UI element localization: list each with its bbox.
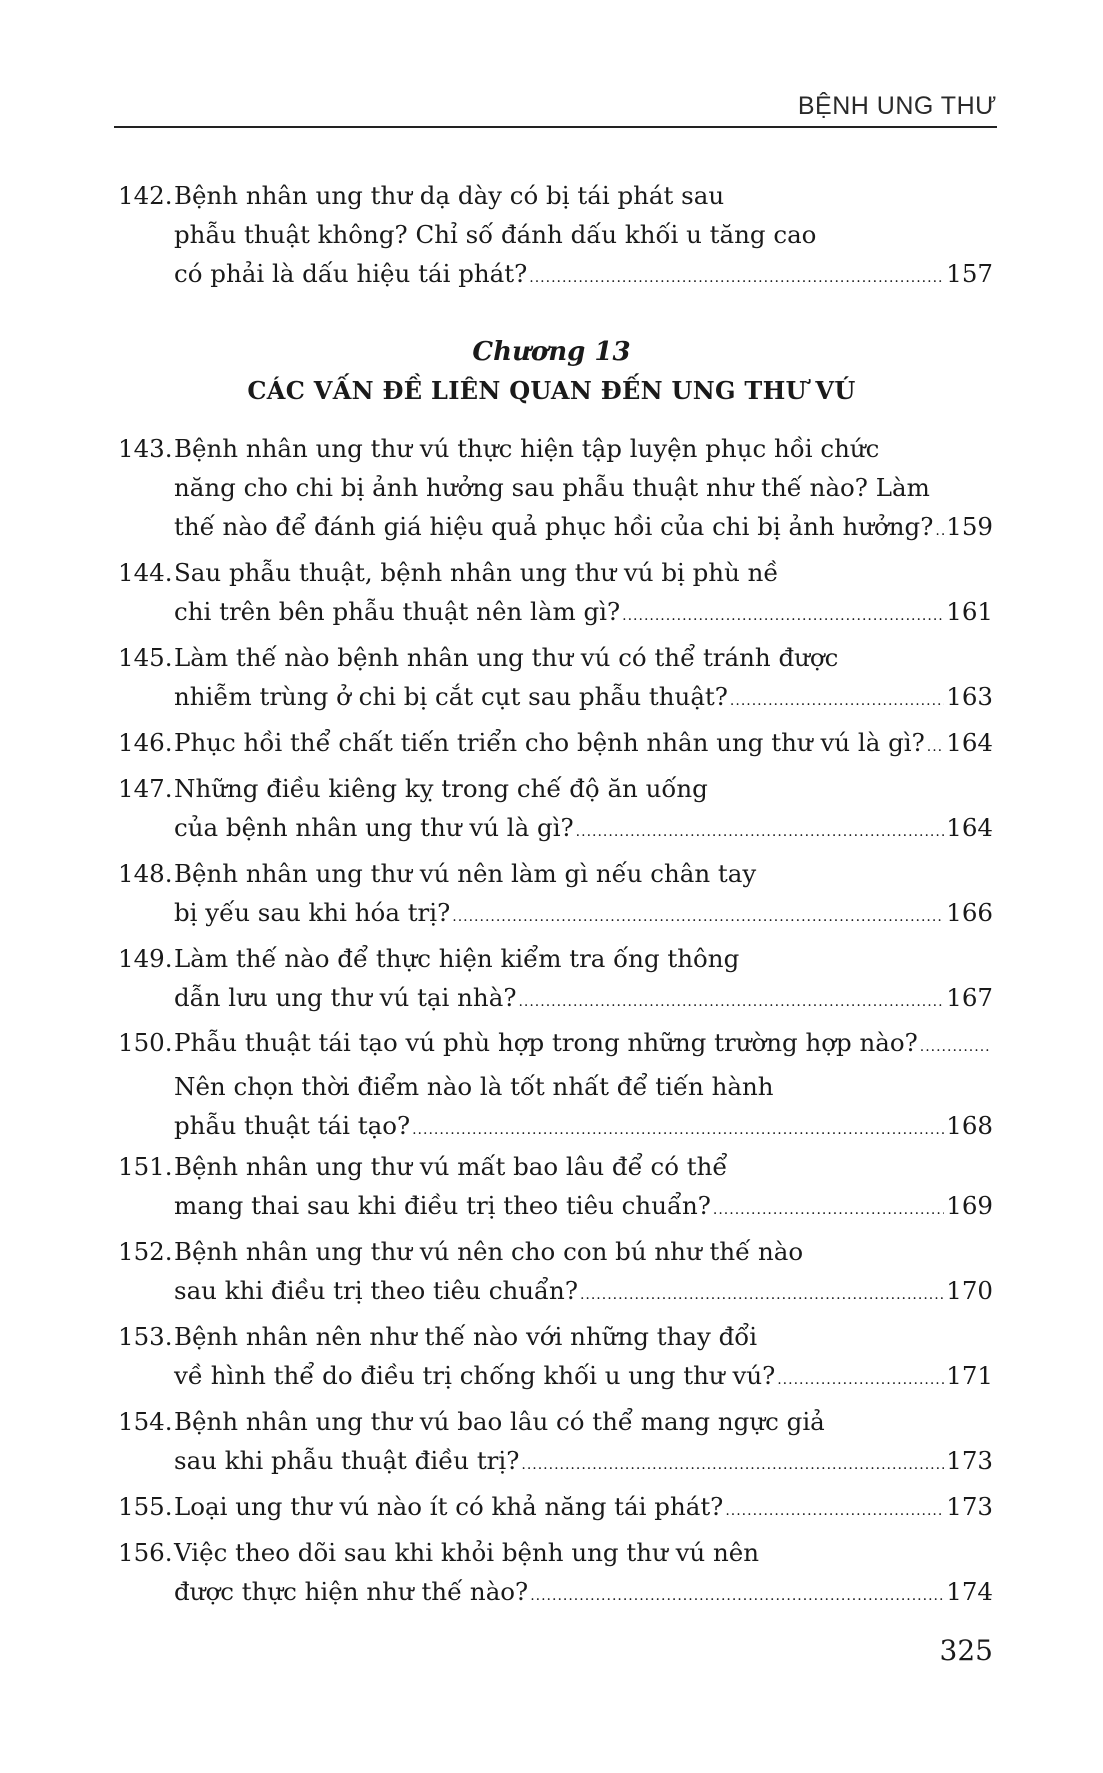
entry-number: 153.: [118, 1322, 173, 1351]
entry-text-line: bị yếu sau khi hóa trị?: [174, 898, 451, 927]
toc-entry-154[interactable]: [118, 1402, 993, 1485]
dot-leader: [518, 983, 944, 1022]
entry-text-line: thế nào để đánh giá hiệu quả phục hồi của chi bị ảnh hưởng?: [174, 512, 934, 541]
dot-leader: [927, 728, 944, 767]
entry-page-number: 168: [946, 1111, 993, 1140]
entry-text-line: chi trên bên phẫu thuật nên làm gì?: [174, 597, 621, 626]
dot-leader: [412, 1111, 944, 1150]
entry-text-line: năng cho chi bị ảnh hưởng sau phẫu thuật như thế nào? Làm: [174, 473, 930, 502]
entry-text-line: sau khi phẫu thuật điều trị?: [174, 1446, 520, 1475]
toc-entry-149[interactable]: [118, 939, 993, 1022]
entry-text-line: dẫn lưu ung thư vú tại nhà?: [174, 983, 517, 1012]
entry-number: 146.: [118, 728, 173, 757]
header-rule: [114, 126, 997, 128]
entry-text-line: Việc theo dõi sau khi khỏi bệnh ung thư vú nên: [174, 1538, 760, 1567]
entry-text-line: Bệnh nhân ung thư vú thực hiện tập luyện phục hồi chức: [174, 434, 880, 463]
entry-text-line: nhiễm trùng ở chi bị cắt cụt sau phẫu thuật?: [174, 682, 728, 711]
toc-entry-152[interactable]: [118, 1232, 993, 1315]
entry-text-line: Bệnh nhân ung thư dạ dày có bị tái phát sau: [174, 181, 725, 210]
entry-text-line: về hình thể do điều trị chống khối u ung thư vú?: [174, 1361, 776, 1390]
entry-text-line: Bệnh nhân ung thư vú mất bao lâu để có thể: [174, 1152, 728, 1181]
entry-page-number: 157: [946, 259, 993, 288]
toc-entry-142[interactable]: [118, 176, 993, 298]
entry-number: 155.: [118, 1492, 173, 1521]
entry-text-line: Loại ung thư vú nào ít có khả năng tái phát?: [174, 1492, 724, 1521]
entry-text-line: Bệnh nhân ung thư vú nên cho con bú như thế nào: [174, 1237, 804, 1266]
entry-text-line: Bệnh nhân nên như thế nào với những thay đổi: [174, 1322, 758, 1351]
running-header: BỆNH UNG THƯ: [797, 92, 997, 120]
entry-text-line: Làm thế nào bệnh nhân ung thư vú có thể tránh được: [174, 643, 839, 672]
entry-number: 154.: [118, 1407, 173, 1436]
entry-text-line: có phải là dấu hiệu tái phát?: [174, 259, 528, 288]
chapter-title: CÁC VẤN ĐỀ LIÊN QUAN ĐẾN UNG THƯ VÚ: [247, 376, 856, 405]
entry-text-line: phẫu thuật tái tạo?: [174, 1111, 411, 1140]
entry-number: 152.: [118, 1237, 173, 1266]
dot-leader: [452, 898, 944, 937]
entry-page-number: 159: [946, 512, 993, 541]
dot-leader: [713, 1191, 944, 1230]
entry-number: 143.: [118, 434, 173, 463]
chapter-number: Chương 13: [472, 337, 631, 367]
dot-leader: [777, 1361, 944, 1400]
entry-text-line: Nên chọn thời điểm nào là tốt nhất để tiến hành: [174, 1072, 774, 1101]
entry-number: 148.: [118, 859, 173, 888]
entry-page-number: 173: [946, 1492, 993, 1521]
entry-page-number: 174: [946, 1577, 993, 1606]
dot-leader: [622, 597, 944, 636]
entry-text-line: sau khi điều trị theo tiêu chuẩn?: [174, 1276, 578, 1305]
entry-number: 151.: [118, 1152, 173, 1181]
entry-text-line: Những điều kiêng kỵ trong chế độ ăn uống: [174, 774, 708, 803]
entry-number: 156.: [118, 1538, 173, 1567]
dot-leader: [935, 512, 944, 551]
entry-text-line: phẫu thuật không? Chỉ số đánh dấu khối u tăng cao: [174, 220, 817, 249]
toc-entry-155[interactable]: [118, 1487, 993, 1531]
entry-text-line: Phục hồi thể chất tiến triển cho bệnh nhân ung thư vú là gì?: [174, 728, 925, 757]
toc-entry-146[interactable]: [118, 723, 993, 767]
entry-page-number: 166: [946, 898, 993, 927]
entry-page-number: 161: [946, 597, 993, 626]
entry-text-line: Bệnh nhân ung thư vú bao lâu có thể mang ngực giả: [174, 1407, 825, 1436]
dot-leader: [529, 259, 944, 298]
dot-leader: [530, 1577, 944, 1616]
entry-number: 144.: [118, 558, 173, 587]
entry-text-line: của bệnh nhân ung thư vú là gì?: [174, 813, 574, 842]
entry-page-number: 173: [946, 1446, 993, 1475]
toc-entry-156[interactable]: [118, 1533, 993, 1616]
toc-entry-153[interactable]: [118, 1317, 993, 1400]
entry-page-number: 163: [946, 682, 993, 711]
entry-number: 142.: [118, 181, 173, 210]
entry-text-line: mang thai sau khi điều trị theo tiêu chuẩn?: [174, 1191, 711, 1220]
entry-text-line: Bệnh nhân ung thư vú nên làm gì nếu chân tay: [174, 859, 757, 888]
toc-entry-143[interactable]: [118, 429, 993, 551]
entry-text-line: Làm thế nào để thực hiện kiểm tra ống thông: [174, 944, 740, 973]
toc-entry-150[interactable]: [118, 1023, 993, 1150]
entry-page-number: 169: [946, 1191, 993, 1220]
entry-number: 147.: [118, 774, 173, 803]
page-number: 325: [939, 1634, 993, 1667]
dot-leader: [725, 1492, 944, 1531]
entry-number: 150.: [118, 1028, 173, 1057]
entry-text-line: được thực hiện như thế nào?: [174, 1577, 529, 1606]
toc-entry-144[interactable]: [118, 553, 993, 636]
toc-entry-151[interactable]: [118, 1147, 993, 1230]
entry-text-line: Sau phẫu thuật, bệnh nhân ung thư vú bị phù nề: [174, 558, 779, 587]
dot-leader: [920, 1028, 991, 1067]
entry-page-number: 164: [946, 728, 993, 757]
toc-entry-147[interactable]: [118, 769, 993, 852]
entry-page-number: 167: [946, 983, 993, 1012]
dot-leader: [580, 1276, 944, 1315]
toc-entry-145[interactable]: [118, 638, 993, 721]
entry-page-number: 164: [946, 813, 993, 842]
entry-page-number: 170: [946, 1276, 993, 1305]
entry-number: 145.: [118, 643, 173, 672]
entry-number: 149.: [118, 944, 173, 973]
dot-leader: [521, 1446, 944, 1485]
entry-page-number: 171: [946, 1361, 993, 1390]
toc-entry-148[interactable]: [118, 854, 993, 937]
entry-text-line: Phẫu thuật tái tạo vú phù hợp trong những trường hợp nào?: [174, 1028, 918, 1057]
dot-leader: [576, 813, 945, 852]
dot-leader: [730, 682, 944, 721]
